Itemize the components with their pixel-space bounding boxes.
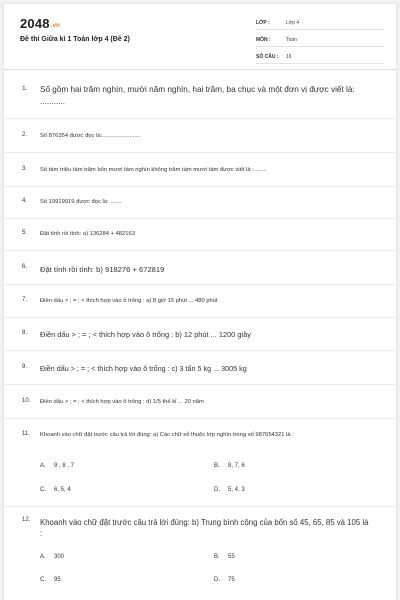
option-key: A.	[40, 554, 46, 560]
divider	[4, 218, 396, 219]
option-11-a[interactable]	[40, 463, 74, 469]
option-value: 9 , 8 , 7	[54, 463, 75, 469]
option-value: 55	[228, 554, 235, 560]
option-key: D.	[214, 577, 220, 583]
option-key: C.	[40, 577, 46, 583]
question-number: 3.	[22, 166, 28, 172]
divider	[4, 284, 396, 285]
question-text: Số gồm hai trăm nghìn, mười năm nghìn, hai trăm, ba chục và một đơn vị được viết là: ...........	[40, 85, 355, 106]
divider	[4, 506, 396, 507]
question-number: 9.	[22, 364, 28, 370]
question-number: 5.	[22, 230, 28, 236]
question-text: Số tám triệu tám trăm bốn mươi tám nghìn không trăm tám mươi tám được viết là :........	[40, 167, 267, 173]
option-key: B.	[214, 554, 220, 560]
question-number: 1.	[22, 85, 28, 92]
option-12-a[interactable]	[40, 554, 64, 560]
question-number: 11.	[22, 431, 30, 437]
question-number: 7.	[22, 297, 28, 303]
question-text: Khoanh vào chữ đặt trước câu trả lời đúng: b) Trung bình cộng của bốn số 45, 65, 85 và 105 là :	[40, 518, 369, 539]
option-value: 8, 7, 6	[228, 463, 245, 469]
option-value: 5, 4, 3	[228, 487, 245, 493]
question-text: Đặt tính rồi tính: a) 136284 + 482163	[40, 231, 135, 237]
option-value: 95	[54, 577, 61, 583]
question-text: Điền dấu > ; = ; < thích hợp vào ô trống : b) 12 phút ... 1200 giây	[40, 330, 251, 339]
question-number: 12.	[22, 517, 31, 523]
option-11-c[interactable]	[40, 487, 71, 493]
divider	[4, 152, 396, 153]
question-number: 2.	[22, 132, 28, 138]
question-text: Đặt tính rồi tính: b) 918276 + 672819	[40, 265, 165, 274]
question-text: Số 19919919 được đọc là: .......	[40, 199, 122, 205]
divider	[4, 384, 396, 385]
option-key: D.	[214, 487, 220, 493]
option-key: C.	[40, 487, 46, 493]
option-key: A.	[40, 463, 46, 469]
question-number: 8.	[22, 330, 28, 336]
question-text: Điền dấu > ; = ; < thích hợp vào ô trống : d) 1/5 thế kỉ ... 20 năm	[40, 399, 204, 405]
question-text: Điền dấu > ; = ; < thích hợp vào ô trống : a) 8 giờ 15 phút ... 480 phút	[40, 298, 218, 304]
meta-subject-label: MÔN :	[256, 36, 271, 43]
meta-class-label: LỚP :	[256, 19, 270, 26]
option-11-b[interactable]	[214, 463, 245, 469]
option-value: 6, 5, 4	[54, 487, 71, 493]
meta-count-value: 16	[286, 53, 292, 60]
question-number: 10.	[22, 398, 31, 404]
logo-main: 2048	[20, 16, 50, 31]
divider	[4, 350, 396, 351]
exam-title: Đề thi Giữa kì 1 Toán lớp 4 (Đề 2)	[20, 36, 130, 43]
meta-class	[256, 16, 384, 30]
divider	[4, 118, 396, 119]
option-12-b[interactable]	[214, 554, 235, 560]
question-text: Điền dấu > ; = ; < thích hợp vào ô trống : c) 3 tấn 5 kg ... 3005 kg	[40, 364, 247, 373]
question-number: 4.	[22, 198, 28, 204]
exam-header	[4, 4, 396, 70]
option-11-d[interactable]	[214, 487, 245, 493]
meta-class-value: Lớp 4	[286, 19, 300, 26]
exam-page	[4, 4, 396, 600]
divider	[4, 250, 396, 251]
option-12-c[interactable]	[40, 577, 61, 583]
site-logo[interactable]	[20, 16, 60, 31]
option-value: 75	[228, 577, 235, 583]
divider	[4, 317, 396, 318]
question-number: 6.	[22, 264, 28, 270]
option-value: 300	[54, 554, 65, 560]
question-text: Khoanh vào chữ đặt trước câu trả lời đúng: a) Các chữ số thuộc lớp nghìn trong số 987654321 là :	[40, 432, 294, 438]
meta-subject-value: Toán	[286, 36, 297, 43]
meta-count-label: SỐ CÂU :	[256, 53, 279, 60]
meta-subject	[256, 33, 384, 47]
meta-count	[256, 50, 384, 64]
option-12-d[interactable]	[214, 577, 235, 583]
divider	[4, 186, 396, 187]
option-key: B.	[214, 463, 220, 469]
exam-meta	[256, 16, 384, 67]
logo-sub: .vn	[50, 23, 61, 29]
divider	[4, 418, 396, 419]
question-text: Số 876354 được đọc là:........................	[40, 133, 141, 139]
